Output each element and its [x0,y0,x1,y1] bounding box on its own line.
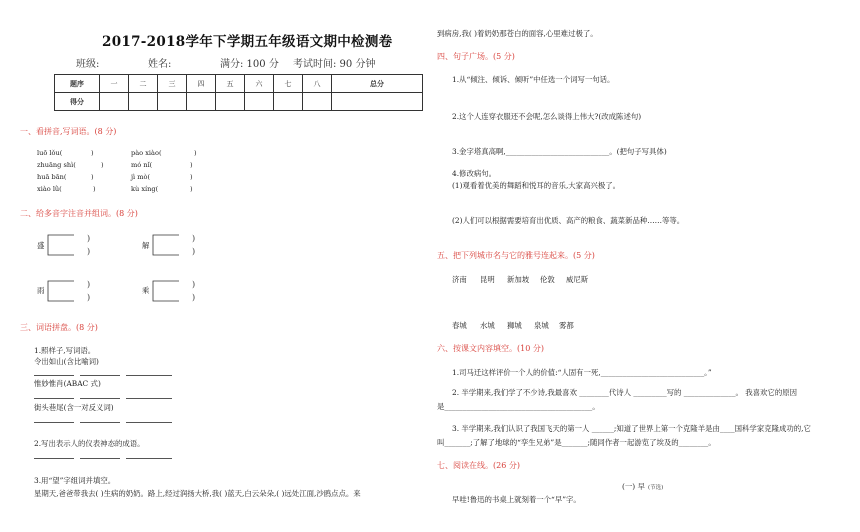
section-6-heading: 六、按课文内容填空。(10 分) [437,344,544,353]
table-cell[interactable] [274,93,303,111]
full-score: 满分: 100 分 [220,59,279,70]
answer-line[interactable] [80,458,120,459]
passage-title: (一) 早 [622,482,645,491]
fill-sentence: 星期天,爸爸带我去( )生病的奶奶。路上,经过润扬大桥,我( )蓝天,白云朵朵,( )远处江面,沙鸥点点。来 [34,489,361,498]
city-name[interactable]: 昆明 [480,275,495,284]
brace-lines [44,278,104,304]
pinyin-item: xiào lǜ( [37,185,62,193]
svg-text:): ) [192,247,196,256]
table-cell[interactable] [245,93,274,111]
example: 令出如山(含比喻词) [34,357,99,366]
city-nickname[interactable]: 狮城 [507,321,522,330]
section-5-heading: 五、把下列城市名与它的雅号连起来。(5 分) [437,251,595,260]
table-cell: 得分 [55,93,100,111]
table-cell: 题序 [55,75,100,93]
answer-line[interactable] [126,398,172,399]
page-title: 2017-2018学年下学期五年级语文期中检测卷 [102,34,393,50]
table-cell[interactable] [187,93,216,111]
table-cell[interactable] [303,93,332,111]
table-cell: 四 [187,75,216,93]
city-name[interactable]: 威尼斯 [566,275,589,284]
fill-sentence: 叫_______;了解了地球的“孪生兄弟”是_______;随同作者一起游览了埃及的________。 [437,438,716,447]
polyphone-char: 解 [142,241,150,250]
section-2-heading: 二、给多音字注音并组词。(8 分) [20,209,138,218]
pinyin-item: jì mò( [131,173,151,181]
polyphone-char: 乘 [142,286,150,295]
pinyin-item: zhuāng shì( [37,161,76,169]
table-cell: 二 [129,75,158,93]
question: (2)人们可以根据需要培育出优质、高产的粮食、蔬菜新品种……等等。 [452,216,685,225]
city-name[interactable]: 济南 [452,275,467,284]
question: 1.照样子,写词语。 [34,346,96,355]
polyphone-char: 雨 [37,286,45,295]
pinyin-bracket: ) [93,185,96,193]
passage-text: 早哇!鲁迅的书桌上就刻着一个“早”字。 [452,495,581,504]
question: (1)观看着优美的舞蹈和悦耳的音乐,大家高兴极了。 [452,181,621,190]
fill-sentence: 1.司马迁这样评价一个人的价值:“人固有一死,____________________________。” [452,368,712,377]
answer-line[interactable] [80,398,120,399]
pinyin-item: kù xíng( [131,185,159,193]
name-label: 姓名: [148,59,172,70]
svg-text:): ) [87,280,91,289]
svg-text:): ) [87,247,91,256]
table-cell[interactable] [158,93,187,111]
example: 惟妙惟肖(ABAC 式) [34,379,101,388]
passage-note: (节选) [648,485,664,491]
svg-text:): ) [87,234,91,243]
section-4-heading: 四、句子广场。(5 分) [437,52,515,61]
svg-text:): ) [192,293,196,302]
answer-line[interactable] [34,422,74,423]
answer-line[interactable] [34,398,74,399]
question: 4.修改病句。 [452,169,497,178]
pinyin-item: pào xiào( [131,149,162,157]
svg-text:): ) [192,234,196,243]
pinyin-item: huā bān( [37,173,67,181]
fill-sentence: 3. 半学期来,我们认识了我国飞天的第一人 ______;知道了世界上第一个克隆羊是由____国科学家克隆成功的,它 [452,424,811,433]
svg-text:): ) [192,280,196,289]
pinyin-bracket: ) [91,173,94,181]
table-cell: 五 [216,75,245,93]
table-cell: 八 [303,75,332,93]
brace-lines [149,278,209,304]
pinyin-bracket: ) [91,149,94,157]
brace-lines [149,232,209,258]
answer-line[interactable] [126,458,172,459]
pinyin-bracket: ) [101,161,104,169]
answer-line[interactable] [34,458,74,459]
answer-line[interactable] [126,422,172,423]
pinyin-item: luō lǒu( [37,149,63,157]
table-cell: 一 [100,75,129,93]
answer-line[interactable] [80,375,120,376]
table-cell: 总分 [332,75,423,93]
answer-line[interactable] [80,422,120,423]
fill-sentence: 是________________________________________。 [437,402,600,411]
question: 2.写出表示人的仪表神态的成语。 [34,439,145,448]
question: 2.这个人连穿衣服还不会呢,怎么谈得上伟大?(改成陈述句) [452,112,642,121]
question: 3.金字塔真高啊,____________________________。(把句子写具体) [452,147,667,156]
fill-sentence: 2. 半学期来,我们学了不少诗,我最喜欢 ________代诗人 _________写的 ______________。 我喜欢它的原因 [452,388,797,397]
section-3-heading: 三、词语拼盘。(8 分) [20,323,98,332]
table-cell[interactable] [100,93,129,111]
table-cell[interactable] [216,93,245,111]
table-cell[interactable] [332,93,423,111]
city-nickname[interactable]: 春城 [452,321,467,330]
city-name[interactable]: 新加坡 [507,275,530,284]
table-cell: 三 [158,75,187,93]
question: 3.用“望”字组词并填空。 [34,476,116,485]
answer-line[interactable] [34,375,74,376]
city-nickname[interactable]: 水城 [480,321,495,330]
pinyin-item: mó nǐ( [131,161,153,169]
city-nickname[interactable]: 雾都 [559,321,574,330]
example: 街头巷尾(含一对反义词) [34,403,114,412]
svg-text:): ) [87,293,91,302]
table-cell[interactable] [129,93,158,111]
exam-time: 考试时间: 90 分钟 [293,59,376,70]
fill-sentence: 到病房,我( )着奶奶那苍白的面容,心里难过极了。 [437,29,598,38]
pinyin-bracket: ) [190,173,193,181]
section-7-heading: 七、阅读在线。(26 分) [437,461,520,470]
pinyin-bracket: ) [190,161,193,169]
table-cell: 七 [274,75,303,93]
table-cell: 六 [245,75,274,93]
section-1-heading: 一、看拼音,写词语。(8 分) [20,127,117,136]
score-table [54,74,423,111]
answer-line[interactable] [126,375,172,376]
pinyin-bracket: ) [190,185,193,193]
city-name[interactable]: 伦敦 [540,275,555,284]
brace-lines [44,232,104,258]
polyphone-char: 盛 [37,241,45,250]
city-nickname[interactable]: 泉城 [534,321,549,330]
question: 1.从“倾注、倾诉、倾听”中任选一个词写一句话。 [452,75,615,84]
pinyin-bracket: ) [194,149,197,157]
class-label: 班级: [76,59,100,70]
